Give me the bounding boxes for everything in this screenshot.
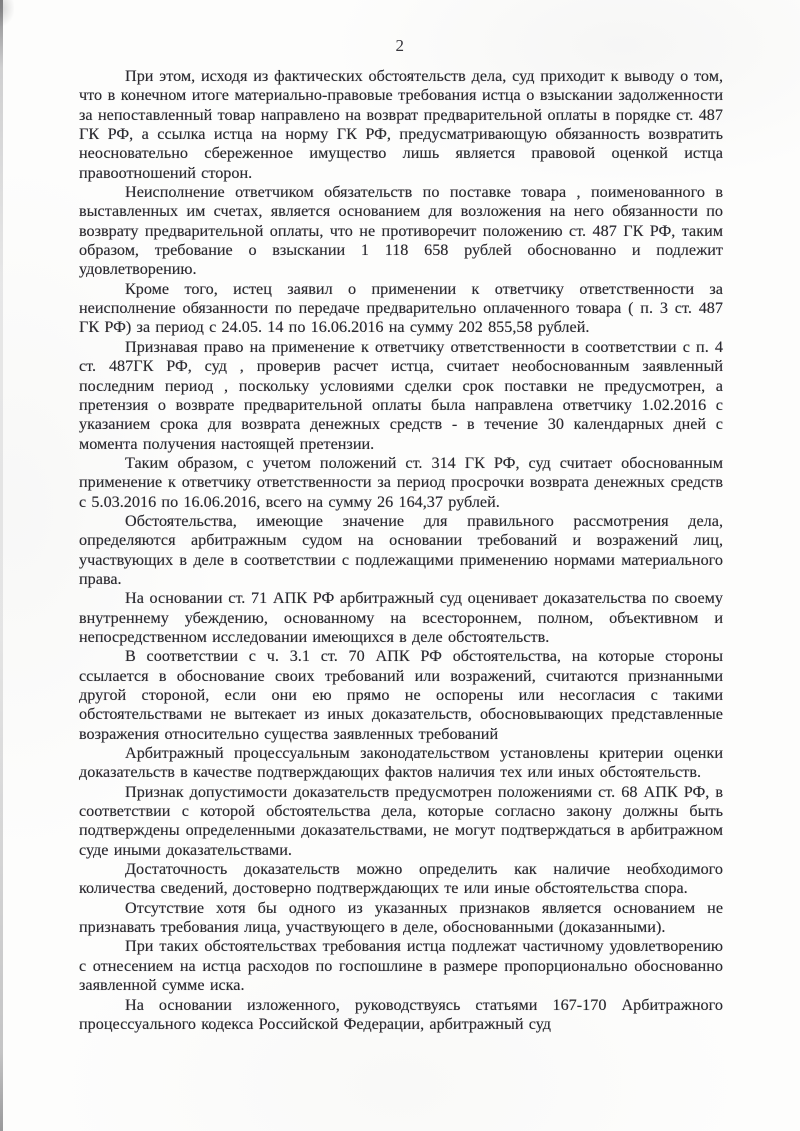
paragraph-5: Таким образом, с учетом положений ст. 314 ГК РФ, суд считает обоснованным применение к ответчику ответственности за период просрочки возврата денежных средств с 5.03.2016 по 16.06.2016, всего на сумму 26 164,37 рублей. [79,453,723,511]
paragraph-8: В соответствии с ч. 3.1 ст. 70 АПК РФ обстоятельства, на которые стороны ссылается в обоснование своих требований или возражений, считаются признанными другой стороной, если они ею прямо не оспорены или несогласия с такими обстоятельствами не вытекает из иных доказательств, обосновывающих представленные возражения относительно существа заявленных требований [79,647,723,743]
paragraph-4: Признавая право на применение к ответчику ответственности в соответствии с п. 4 ст. 487ГК РФ, суд , проверив расчет истца, считает необоснованным заявленный последним период , поскольку условиями сделки срок поставки не предусмотрен, а претензия о возврате предварительной оплаты была направлена ответчику 1.02.2016 с указанием срока для возврата денежных средств - в течение 30 календарных дней с момента получения настоящей претензии. [79,337,723,453]
paragraph-12: Отсутствие хотя бы одного из указанных признаков является основанием не признавать требования лица, участвующего в деле, обоснованными (доказанными). [79,898,723,937]
paragraph-1: При этом, исходя из фактических обстоятельств дела, суд приходит к выводу о том, что в конечном итоге материально-правовые требования истца о взыскании задолженности за непоставленный товар направлено на возврат предварительной оплаты в порядке ст. 487 ГК РФ, а ссылка истца на норму ГК РФ, предусматривающую обязанность возвратить неосновательно сбереженное имущество лишь является правовой оценкой истца правоотношений сторон. [79,67,723,182]
paragraph-2: Неисполнение ответчиком обязательств по поставке товара , поименованного в выставленных им счетах, является основанием для возложения на него обязанности по возврату предварительной оплаты, что не противоречит положению ст. 487 ГК РФ, таким образом, требование о взыскании 1 118 658 рублей обоснованно и подлежит удовлетворению. [79,183,723,279]
paragraph-9: Арбитражный процессуальным законодательством установлены критерии оценки доказательств в качестве подтверждающих фактов наличия тех или иных обстоятельств. [79,744,723,782]
paragraph-3: Кроме того, истец заявил о применении к ответчику ответственности за неисполнение обязанности по передаче предварительно оплаченного товара ( п. 3 ст. 487 ГК РФ) за период с 24.05. 14 по 16.06.2016 на сумму 202 855,58 рублей. [79,279,723,337]
scan-smudge-artifact [0,0,14,26]
paragraph-10: Признак допустимости доказательств предусмотрен положениями ст. 68 АПК РФ, в соответствии с которой обстоятельства дела, которые согласно закону должны быть подтверждены определенными доказательствами, не могут подтверждаться в арбитражном суде иными доказательствами. [79,782,723,859]
document-body [79,67,723,1034]
scan-edge-artifact [0,0,3,1131]
paragraph-13: При таких обстоятельствах требования истца подлежат частичному удовлетворению с отнесением на истца расходов по госпошлине в размере пропорционально обоснованно заявленной сумме иска. [79,937,723,995]
paragraph-7: На основании ст. 71 АПК РФ арбитражный суд оценивает доказательства по своему внутреннему убеждению, основанному на всестороннем, полном, объективном и непосредственном исследовании имеющихся в деле обстоятельств. [79,589,723,646]
page-number: 2 [395,36,405,55]
paragraph-6: Обстоятельства, имеющие значение для правильного рассмотрения дела, определяются арбитражным судом на основании требований и возражений лиц, участвующих в деле в соответствии с подлежащими применению нормами материального права. [79,511,723,588]
paragraph-11: Достаточность доказательств можно определить как наличие необходимого количества сведений, достоверно подтверждающих те или иные обстоятельства спора. [79,860,723,898]
paragraph-14: На основании изложенного, руководствуясь статьями 167-170 Арбитражного процессуального кодекса Российской Федерации, арбитражный суд [79,995,723,1033]
